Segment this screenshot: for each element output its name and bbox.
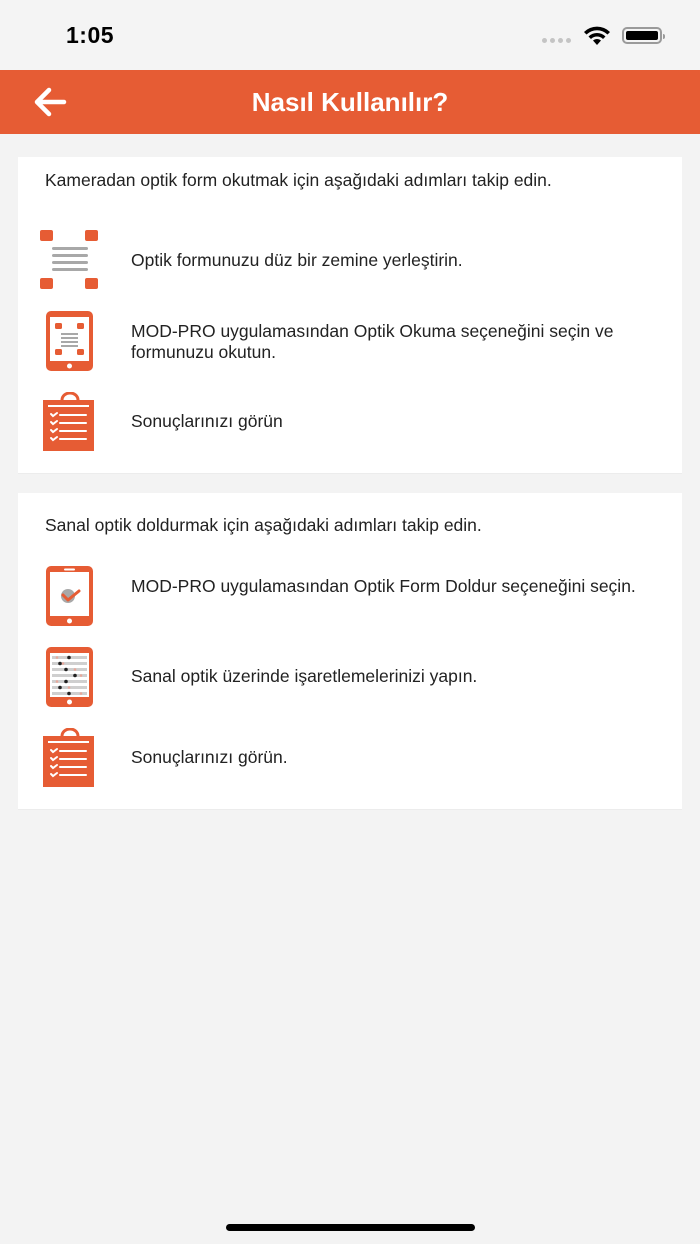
status-bar <box>0 0 700 70</box>
section-intro: Sanal optik doldurmak için aşağıdaki adımları takip edin. <box>45 515 482 535</box>
clipboard-checklist-icon <box>40 392 100 456</box>
step-item <box>18 392 682 462</box>
header-bar <box>0 70 700 134</box>
step-text: Sonuçlarınızı görün. <box>131 747 288 767</box>
step-item <box>18 311 682 381</box>
status-time: 1:05 <box>66 22 115 48</box>
camera-scan-instructions-card <box>18 157 682 473</box>
virtual-form-instructions-card <box>18 493 682 809</box>
tablet-check-icon <box>40 566 100 630</box>
step-item <box>18 728 682 798</box>
step-item <box>18 647 682 717</box>
signal-dots-icon <box>542 38 571 43</box>
step-item <box>18 566 682 636</box>
step-text: Optik formunuzu düz bir zemine yerleştirin. <box>131 250 463 270</box>
step-item <box>18 229 682 299</box>
page-title: Nasıl Kullanılır? <box>251 87 449 117</box>
section-intro: Kameradan optik form okutmak için aşağıdaki adımları takip edin. <box>45 170 552 190</box>
tablet-optical-form-icon <box>40 647 100 711</box>
step-text: Sonuçlarınızı görün <box>131 411 283 431</box>
step-text: MOD-PRO uygulamasından Optik Okuma seçeneğini seçin ve formunuzu okutun. <box>131 321 614 362</box>
step-text: MOD-PRO uygulamasından Optik Form Doldur seçeneğini seçin. <box>131 576 636 596</box>
wifi-icon <box>583 25 611 47</box>
scan-document-icon <box>40 229 100 293</box>
clipboard-checklist-icon <box>40 728 100 792</box>
step-text: Sanal optik üzerinde işaretlemelerinizi yapın. <box>131 666 478 686</box>
home-indicator[interactable] <box>226 1224 475 1231</box>
tablet-scan-icon <box>40 311 100 375</box>
battery-icon <box>622 27 662 44</box>
